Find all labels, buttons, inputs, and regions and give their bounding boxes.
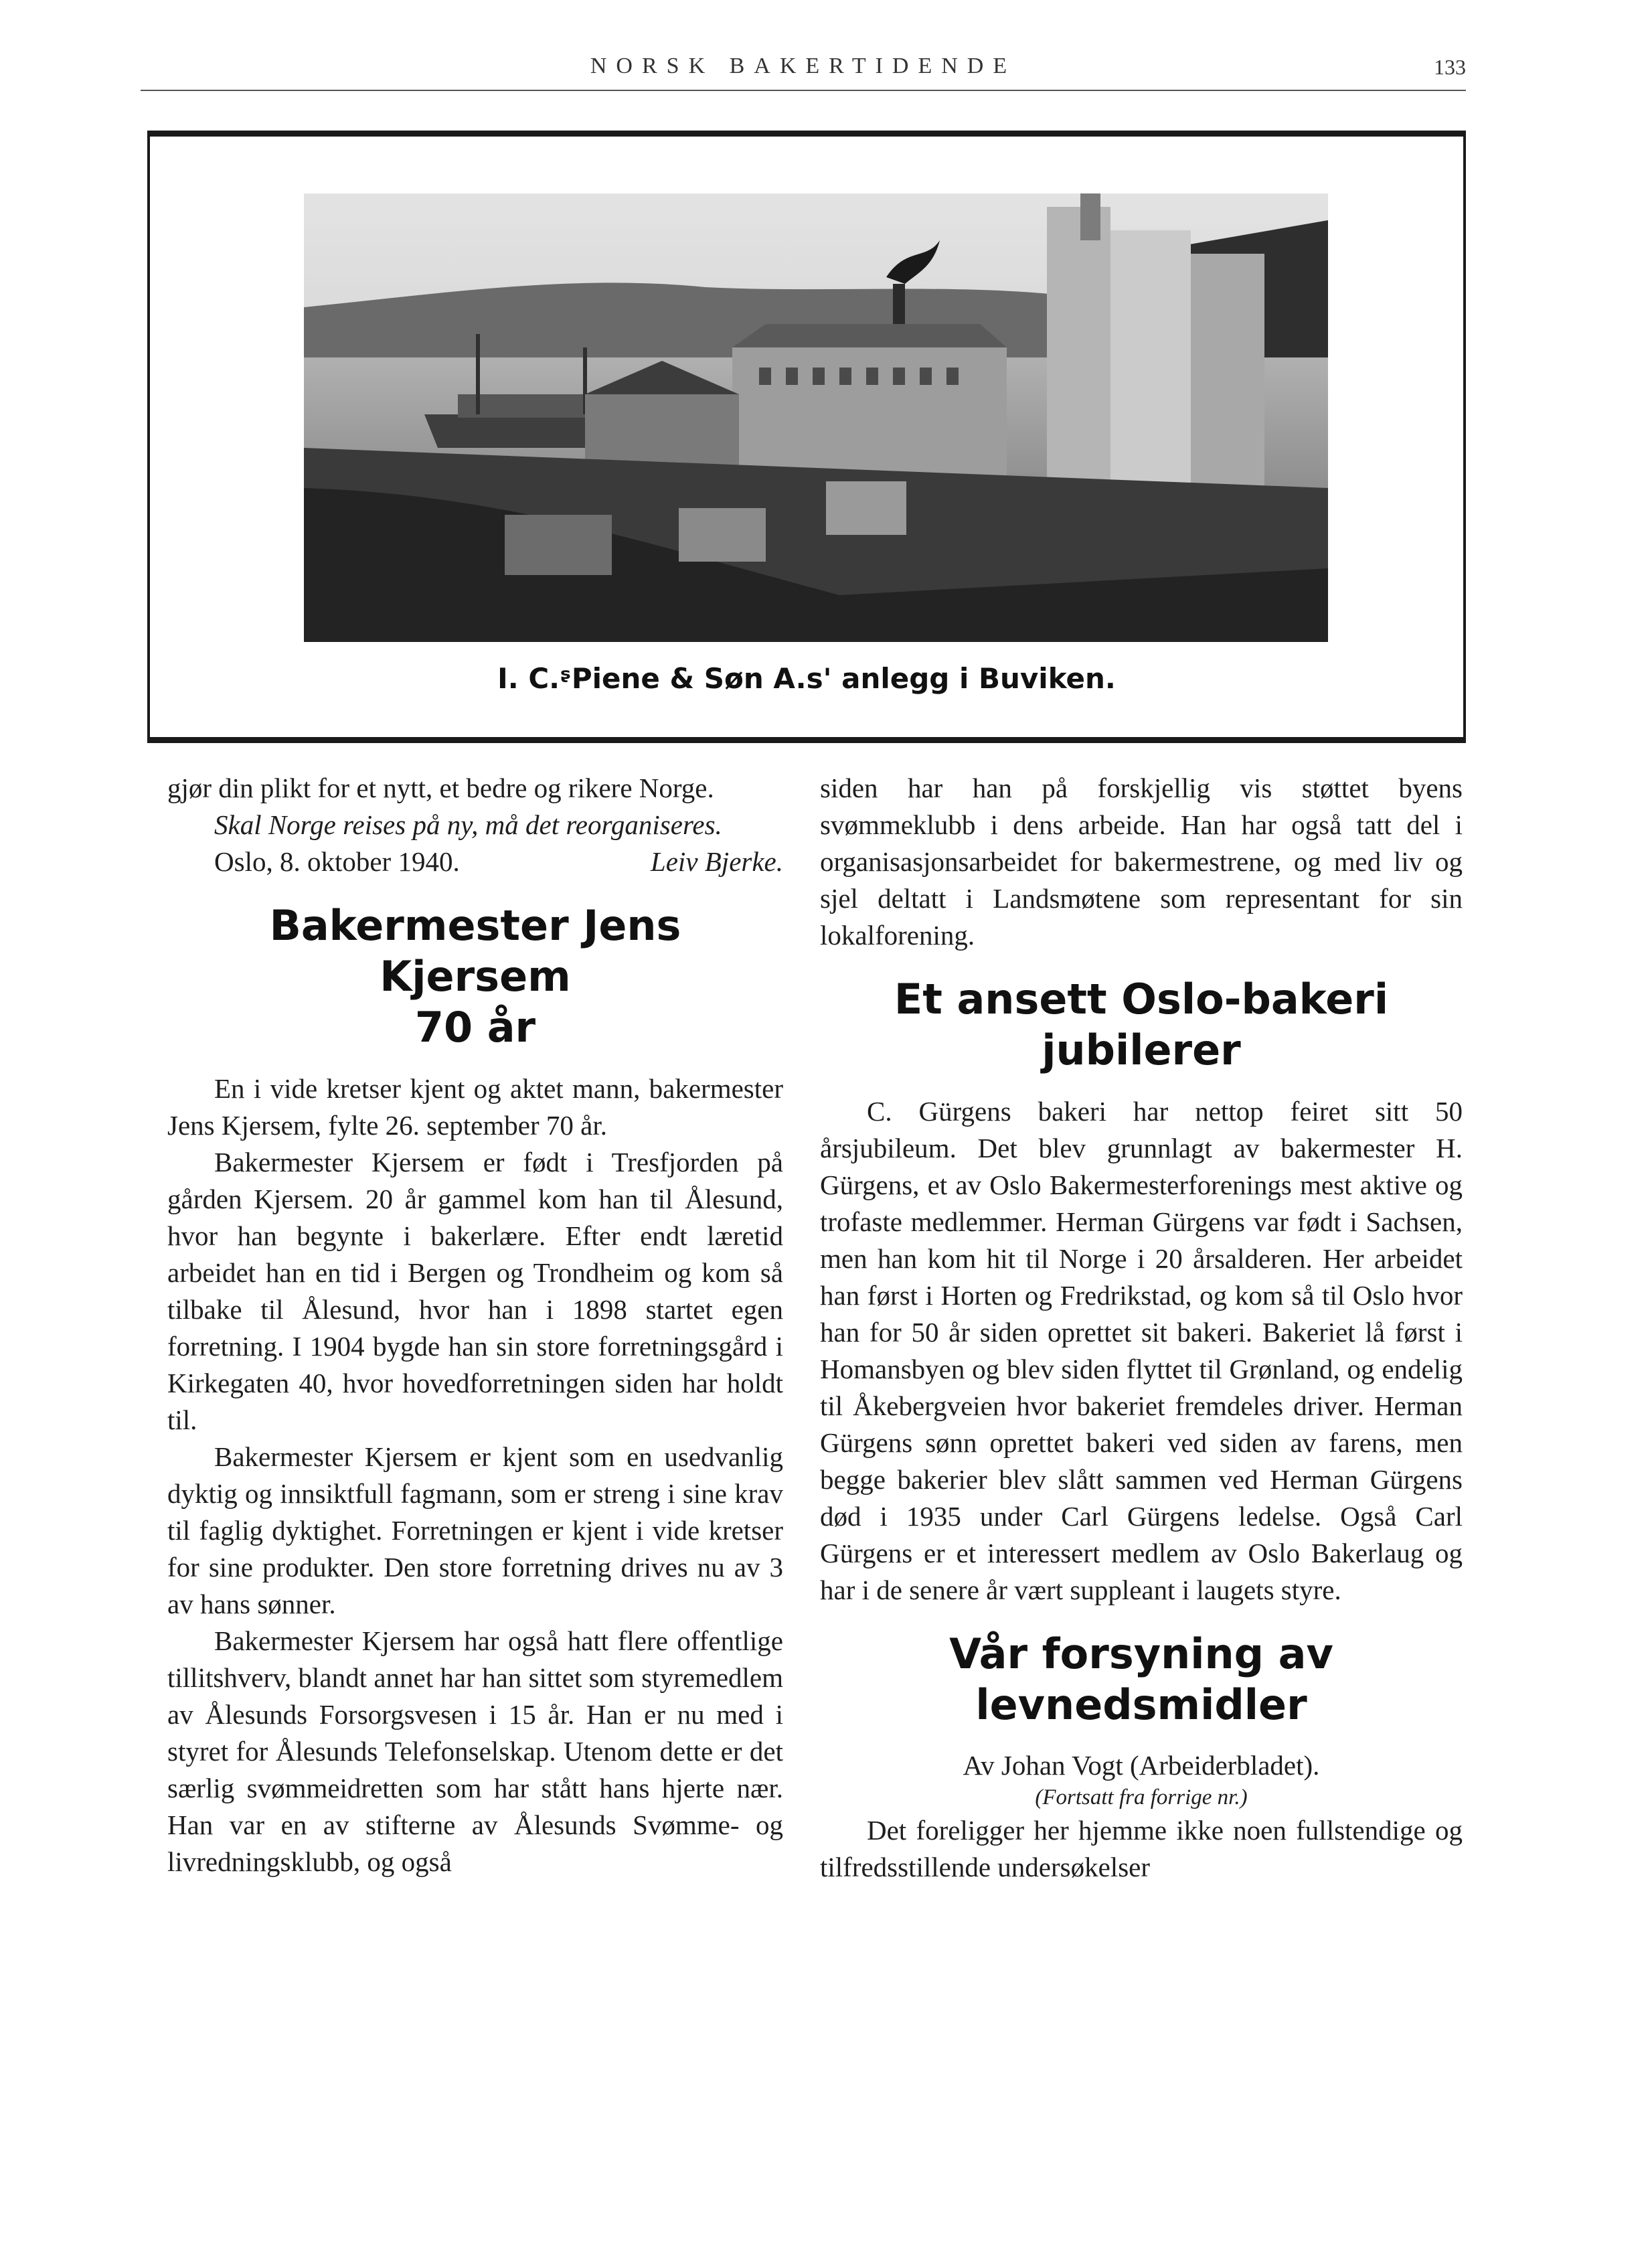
article1-paragraph-1: En i vide kretser kjent og aktet mann, bakermester Jens Kjersem, fylte 26. september 70 år. <box>167 1073 783 1141</box>
article3-heading-line1: Vår forsyning av <box>949 1629 1333 1678</box>
article1-paragraph-2: Bakermester Kjersem er født i Tresfjorden på gården Kjersem. 20 år gammel kom han til Ålesund, hvor han begynte i bakerlære. Efter endt læretid arbeidet han en tid i Bergen og Trondheim og kom så tilbake til Ålesund, hvor han i 1898 startet egen forretning. I 1904 bygde han sin store forretningsgård i Kirkegaten 40, hvor hovedforretningen siden har holdt til. <box>167 1147 783 1435</box>
signature-name: Leiv Bjerke. <box>650 846 783 877</box>
photo-frame <box>147 131 1466 743</box>
article1-paragraph-4: Bakermester Kjersem har også hatt flere offentlige tillitshverv, blandt annet har han sittet som styremedlem av Ålesunds Forsorgsvesen i 15 år. Han er nu med i styret for Ålesunds Telefonselskap. Utenom dette er det særlig svømmeidretten som har stått hans hjerte nær. Han var en av stifterne av Ålesunds Svømme- og livredningsklubb, og også <box>167 1625 783 1877</box>
frame-bottom-bar <box>147 737 1466 743</box>
article2-heading <box>820 974 1463 1076</box>
page-number: 133 <box>1434 55 1466 79</box>
signature-line <box>167 843 783 880</box>
header-rule <box>141 90 1466 91</box>
article3-heading <box>820 1629 1463 1730</box>
article3-paragraph-1: Det foreligger her hjemme ikke noen fullstendige og tilfredsstillende undersøkelser <box>820 1815 1463 1882</box>
left-column <box>167 770 783 1880</box>
factory-harbor-photo <box>304 193 1328 642</box>
intro-paragraph-2 <box>167 807 783 843</box>
photo-caption: I. C.ᶳPiene & Søn A.s' anlegg i Buviken. <box>497 662 1116 695</box>
article2-heading-line2: jubilerer <box>1042 1026 1241 1074</box>
article3-continued-note: (Fortsatt fra forrige nr.) <box>1035 1785 1248 1809</box>
publication-title: NORSK BAKERTIDENDE <box>590 54 1017 78</box>
article2-paragraph-1: C. Gürgens bakeri har nettop feiret sitt 50 årsjubileum. Det blev grunnlagt av bakermester H. Gürgens, et av Oslo Bakermesterforenings mest aktive og trofaste medlemmer. Herman Gürgens var født i Sachsen, men han kom hit til Norge i 20 årsalderen. Her arbeidet han først i Horten og Fredrikstad, og kom så til Oslo hvor han for 50 år siden oprettet sit bakeri. Bakeriet lå først i Homansbyen og blev siden flyttet til Grønland, og endelig til Åkebergveien hvor bakeriet fremdeles driver. Herman Gürgens sønn oprettet bakeri ved siden av farens, men begge bakerier blev slått sammen ved Herman Gürgens død i 1935 under Carl Gürgens ledelse. Også Carl Gürgens er et interessert medlem av Oslo Bakerlaug og har i de senere år vært suppleant i laugets styre. <box>820 1096 1463 1605</box>
intro-paragraph-1: gjør din plikt for et nytt, et bedre og rikere Norge. <box>167 773 714 803</box>
article1-paragraph-3: Bakermester Kjersem er kjent som en usedvanlig dyktig og innsiktfull fagmann, som er streng i sine krav til faglig dyktighet. Forretningen er kjent i vide kretser for sine produkter. Den store forretning drives nu av 3 av hans sønner. <box>167 1441 783 1619</box>
article2-heading-line1: Et ansett Oslo-bakeri <box>894 975 1389 1024</box>
article3-heading-line2: levnedsmidler <box>975 1680 1307 1729</box>
article1-heading <box>167 900 783 1053</box>
frame-top-bar <box>147 131 1466 137</box>
intro-paragraph-2-text: Skal Norge reises på ny, må det reorganiseres. <box>214 809 722 840</box>
article1-continuation: siden har han på forskjellig vis støttet byens svømmeklubb i dens arbeide. Han har også tatt del i organisasjonsarbeidet for bakermestrene, og med liv og sjel deltatt i Landsmøtene som representant for sin lokalforening. <box>820 773 1463 951</box>
right-column <box>820 770 1463 1886</box>
article1-heading-line2: 70 år <box>414 1003 536 1052</box>
signature-place-date: Oslo, 8. oktober 1940. <box>214 846 460 877</box>
page-header <box>141 48 1466 88</box>
article3-byline: Av Johan Vogt (Arbeiderbladet). <box>963 1750 1320 1781</box>
article1-heading-line1: Bakermester Jens Kjersem <box>269 901 681 1001</box>
